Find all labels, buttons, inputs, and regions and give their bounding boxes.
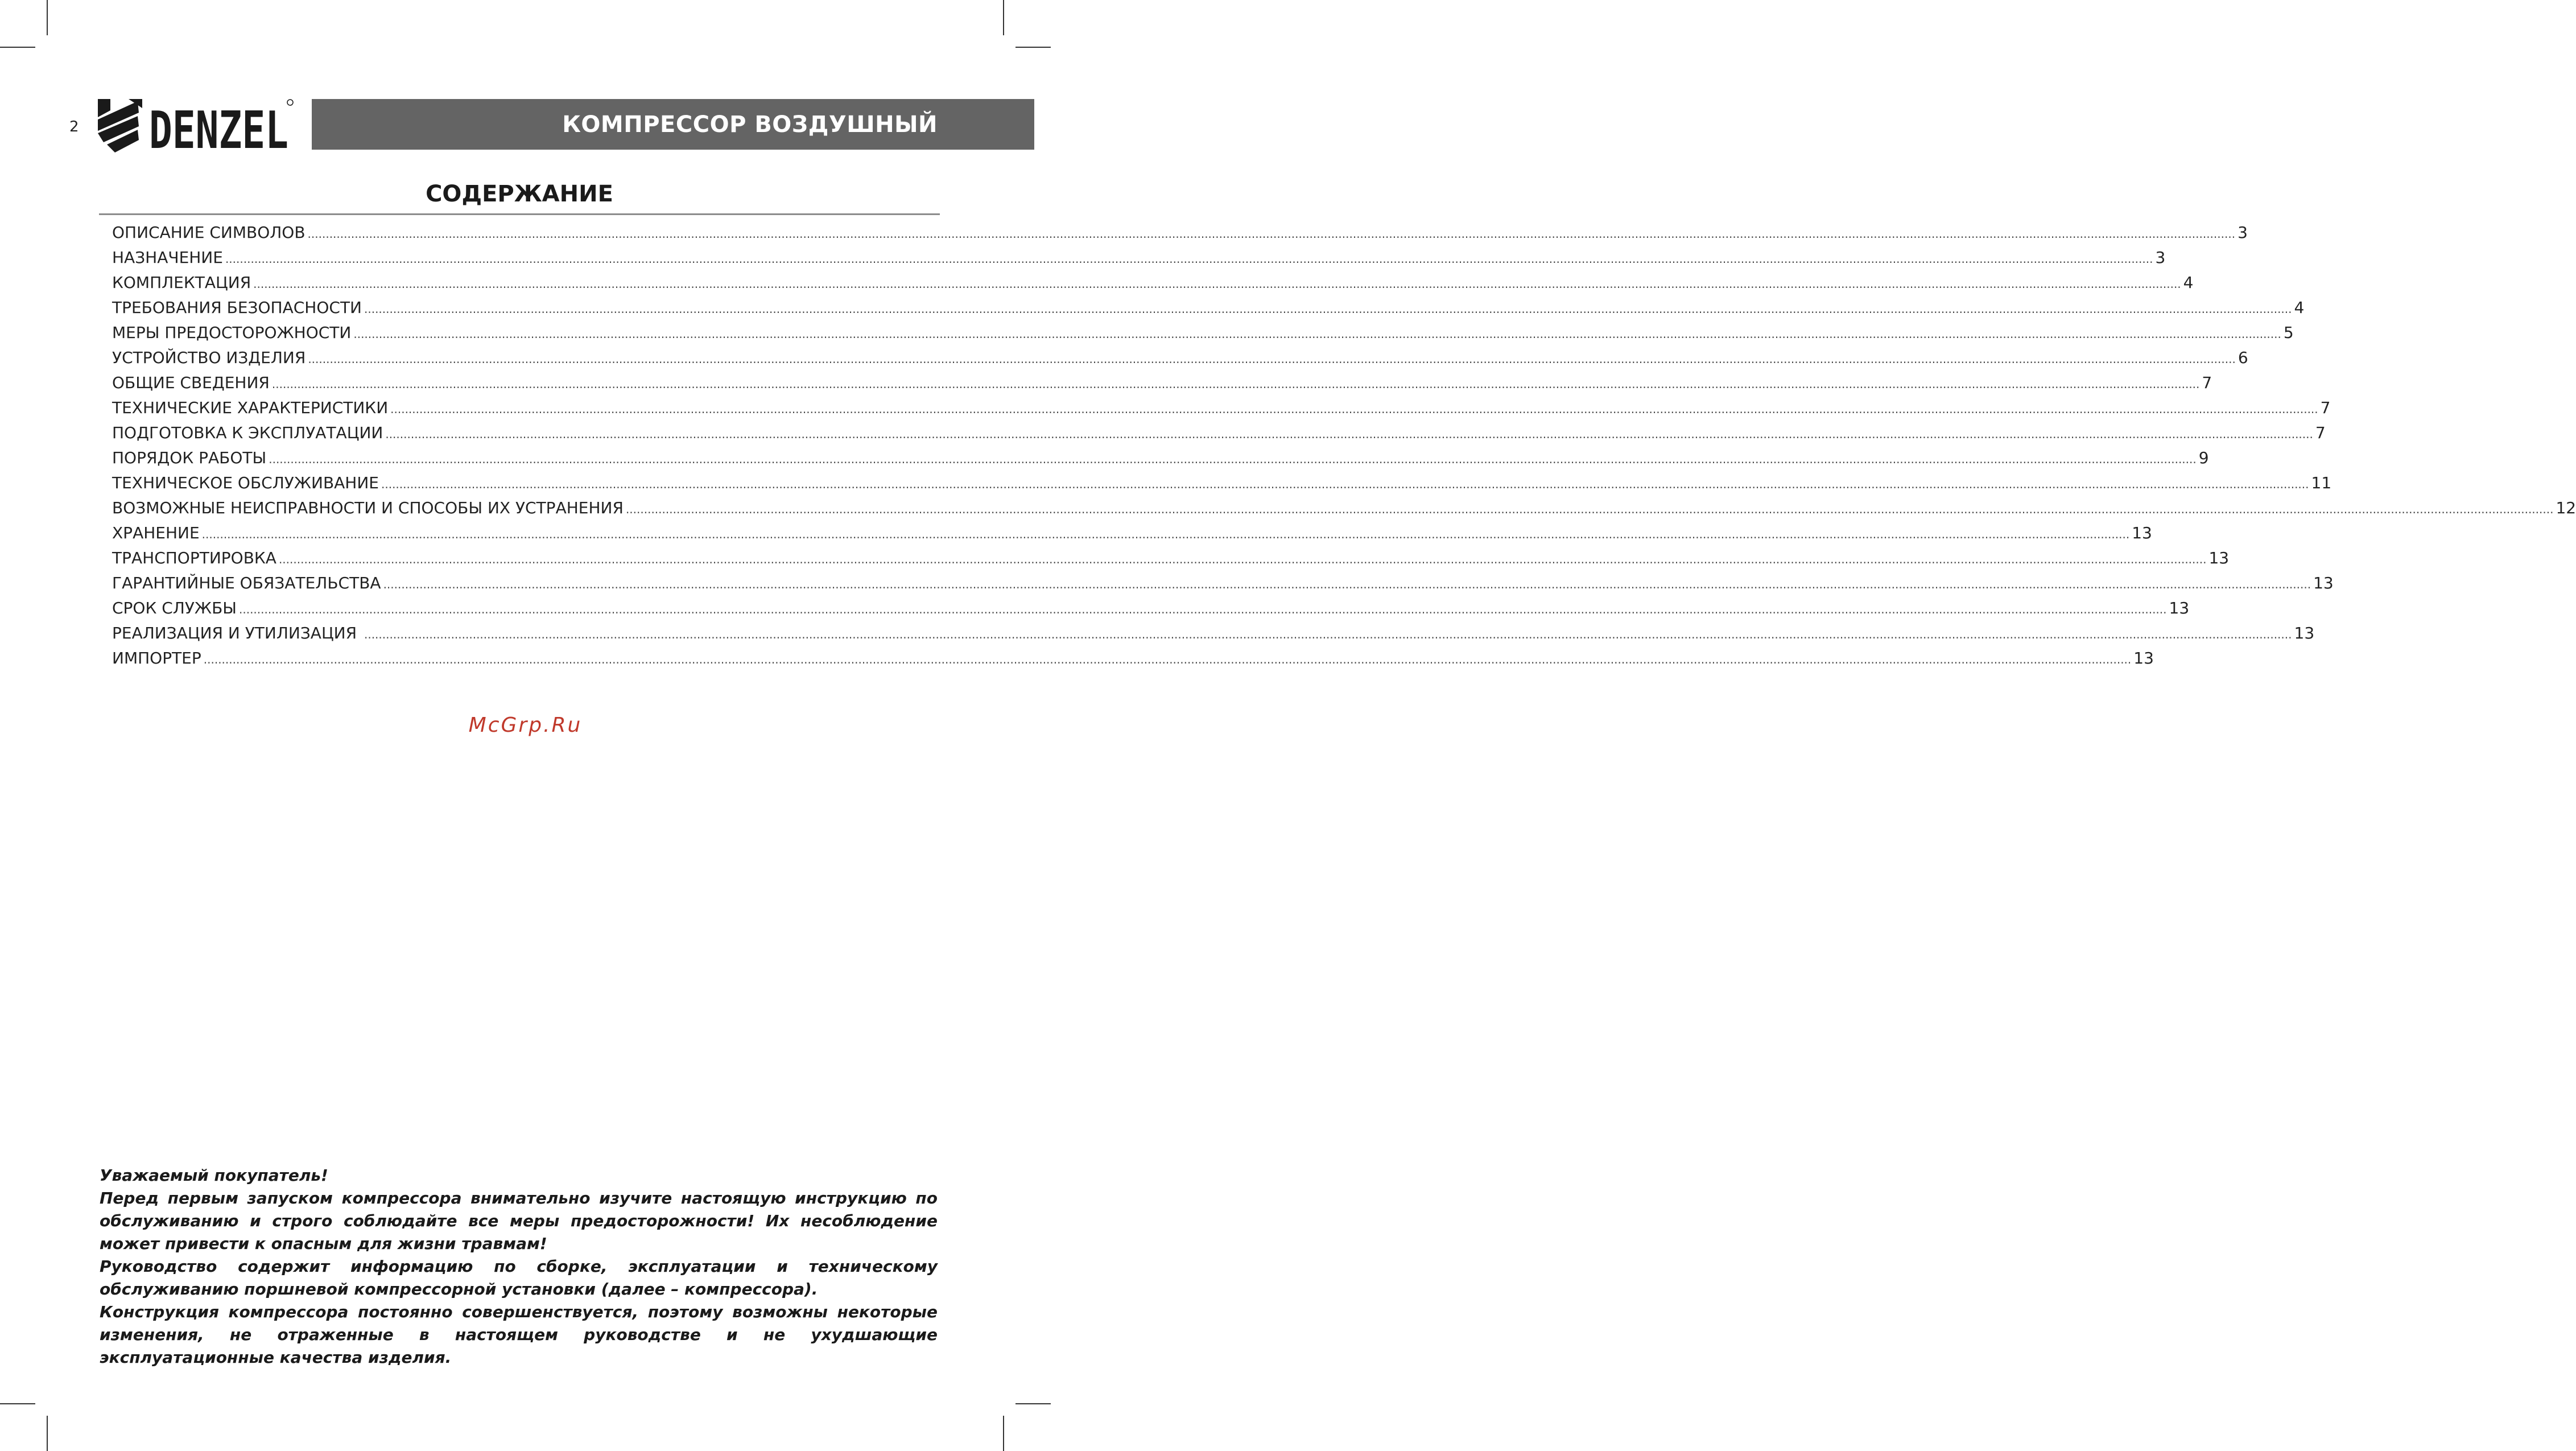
crop-mark <box>0 1403 35 1404</box>
header-title: КОМПРЕССОР ВОЗДУШНЫЙ <box>562 111 938 138</box>
toc-entry[interactable] <box>112 624 2315 649</box>
toc-entry-page: 13 <box>2169 599 2190 617</box>
toc-entry-page: 3 <box>2155 248 2166 267</box>
brand-emblem-icon <box>98 99 142 152</box>
toc-entry[interactable] <box>112 248 2166 273</box>
toc-entry[interactable] <box>112 398 2331 423</box>
toc-entry[interactable] <box>112 323 2294 348</box>
toc-title: СОДЕРЖАНИЕ <box>426 181 613 207</box>
toc-entry[interactable] <box>112 423 2326 448</box>
toc-entry[interactable] <box>112 273 2194 298</box>
toc-leader-dots <box>308 227 2236 241</box>
toc-entry[interactable] <box>112 599 2190 624</box>
crop-mark <box>47 1416 48 1451</box>
toc-entry-label: МЕРЫ ПРЕДОСТОРОЖНОСТИ <box>112 323 352 342</box>
toc-entry-page: 9 <box>2198 448 2209 467</box>
toc-entry-page: 4 <box>2294 298 2305 317</box>
toc-leader-dots <box>381 477 2309 491</box>
page-number: 2 <box>69 118 79 135</box>
toc-entry-label: ИМПОРТЕР <box>112 649 201 667</box>
crop-mark <box>0 47 35 48</box>
toc-entry-label: ХРАНЕНИЕ <box>112 523 200 542</box>
toc-leader-dots <box>308 352 2236 366</box>
toc-leader-dots <box>364 628 2292 641</box>
crop-mark <box>1015 47 1051 48</box>
toc-entry[interactable] <box>112 549 2230 574</box>
toc-entry-page: 13 <box>2133 649 2154 667</box>
toc-entry-label: ТРЕБОВАНИЯ БЕЗОПАСНОСТИ <box>112 298 362 317</box>
toc-leader-dots <box>385 427 2313 441</box>
toc-leader-dots <box>383 578 2311 591</box>
toc-entry-page: 13 <box>2132 523 2152 542</box>
toc-leader-dots <box>202 527 2130 541</box>
toc-leader-dots <box>239 603 2167 616</box>
toc-entry-page: 4 <box>2183 273 2194 292</box>
notice-paragraph: Руководство содержит информацию по сборке, эксплуатации и техническому обслуживанию поршневой компрессорной установки (далее – компрессора). <box>100 1257 938 1299</box>
toc-entry-page: 3 <box>2238 223 2248 242</box>
toc-entry-label: КОМПЛЕКТАЦИЯ <box>112 273 251 292</box>
toc-entry[interactable] <box>112 448 2209 473</box>
toc-entry-label: ТРАНСПОРТИРОВКА <box>112 549 276 567</box>
toc-leader-dots <box>364 302 2292 316</box>
toc-entry-label: УСТРОЙСТВО ИЗДЕЛИЯ <box>112 348 306 367</box>
toc-leader-dots <box>626 502 2554 516</box>
toc-leader-dots <box>225 252 2153 266</box>
toc-leader-dots <box>279 553 2207 566</box>
header-bar <box>312 99 1034 150</box>
crop-mark <box>47 0 48 35</box>
toc-leader-dots <box>204 653 2132 666</box>
toc-entry-label: ВОЗМОЖНЫЕ НЕИСПРАВНОСТИ И СПОСОБЫ ИХ УСТРАНЕНИЯ <box>112 498 624 517</box>
toc-entry[interactable] <box>112 473 2332 498</box>
toc-entry[interactable] <box>112 523 2152 549</box>
toc-entry[interactable] <box>112 498 2576 523</box>
toc-entry-page: 5 <box>2283 323 2294 342</box>
toc-entry-label: ТЕХНИЧЕСКИЕ ХАРАКТЕРИСТИКИ <box>112 398 389 417</box>
toc-entry-page: 13 <box>2208 549 2230 567</box>
toc-leader-dots <box>253 277 2181 291</box>
notice-greeting: Уважаемый покупатель! <box>100 1166 328 1185</box>
watermark: McGrp.Ru <box>468 714 583 737</box>
toc-entry-label: ГАРАНТИЙНЫЕ ОБЯЗАТЕЛЬСТВА <box>112 574 381 592</box>
toc-leader-dots <box>269 452 2197 466</box>
toc-leader-dots <box>390 402 2318 416</box>
toc-leader-dots <box>353 327 2281 341</box>
toc-entry-page: 7 <box>2320 398 2331 417</box>
toc-entry[interactable] <box>112 649 2154 674</box>
toc-entry-label: ПОДГОТОВКА К ЭКСПЛУАТАЦИИ <box>112 423 383 442</box>
toc-entry-label: НАЗНАЧЕНИЕ <box>112 248 223 267</box>
toc-entry-page: 11 <box>2311 473 2332 492</box>
toc-entry-label: СРОК СЛУЖБЫ <box>112 599 237 617</box>
toc-entry-label: ПОРЯДОК РАБОТЫ <box>112 448 267 467</box>
toc-entry-label: РЕАЛИЗАЦИЯ И УТИЛИЗАЦИЯ <box>112 624 362 642</box>
toc-entry-label: ОБЩИЕ СВЕДЕНИЯ <box>112 373 270 392</box>
toc-entry-page: 6 <box>2238 348 2248 367</box>
toc-entry-page: 12 <box>2556 498 2576 517</box>
crop-mark <box>1003 1416 1004 1451</box>
toc-divider <box>99 213 940 215</box>
crop-mark <box>1015 1403 1051 1404</box>
toc-leader-dots <box>272 377 2200 391</box>
crop-mark <box>1003 0 1004 35</box>
toc-entry-page: 7 <box>2202 373 2212 392</box>
toc-entry[interactable] <box>112 373 2212 398</box>
notice-paragraph: Конструкция компрессора постоянно совершенствуется, поэтому возможны некоторые изменения, не отраженные в настоящем руководстве и не ухудшающие эксплуатационные качества изделия. <box>100 1302 938 1367</box>
toc-entry-page: 7 <box>2315 423 2326 442</box>
toc-entry-page: 13 <box>2313 574 2334 592</box>
table-of-contents <box>112 223 2576 674</box>
customer-notice <box>100 1164 938 1369</box>
toc-entry[interactable] <box>112 574 2334 599</box>
toc-entry-label: ОПИСАНИЕ СИМВОЛОВ <box>112 223 306 242</box>
toc-entry[interactable] <box>112 348 2248 373</box>
brand-name: DENZEL <box>149 101 288 160</box>
notice-paragraph: Перед первым запуском компрессора внимательно изучите настоящую инструкцию по обслуживанию и строго соблюдайте все меры предосторожности! Их несоблюдение может привести к опасным для жизни травмам! <box>100 1189 938 1253</box>
denzel-logo <box>98 97 294 160</box>
toc-entry[interactable] <box>112 223 2248 248</box>
toc-entry-label: ТЕХНИЧЕСКОЕ ОБСЛУЖИВАНИЕ <box>112 473 379 492</box>
toc-entry-page: 13 <box>2294 624 2315 642</box>
toc-entry[interactable] <box>112 298 2305 323</box>
